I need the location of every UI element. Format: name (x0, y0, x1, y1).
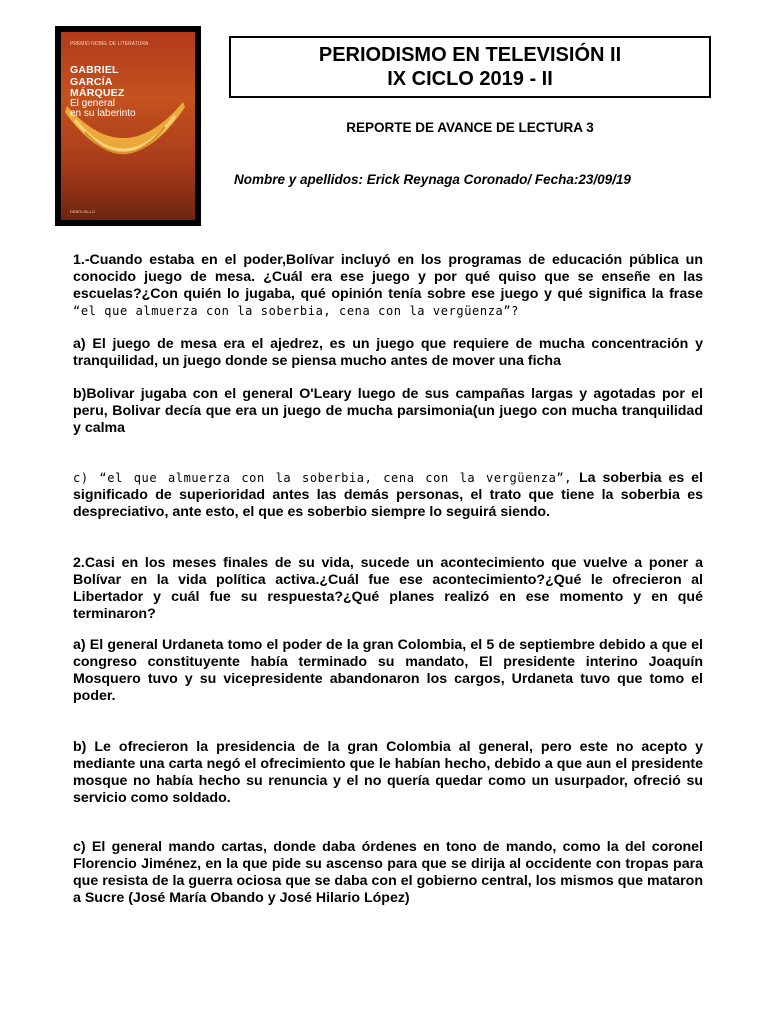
course-name: PERIODISMO EN TELEVISIÓN II (318, 44, 622, 66)
answer-2b: b) Le ofrecieron la presidencia de la gran Colombia al general, pero este no acepto y mediante una carta negó el ofrecimiento que le habían hecho, debido a que aun el presidente mosque no había hecho su renuncia y el no quería quedar como un usurpador, ofreció su servicio como soldado. (73, 739, 703, 806)
book-cover-art (61, 32, 195, 220)
student-name-date: Nombre y apellidos: Erick Reynaga Coronado/ Fecha:23/09/19 (234, 172, 631, 187)
answer-1b: b)Bolivar jugaba con el general O'Leary luego de sus campañas largas y agotadas por el peru, Bolivar decía que era un juego de mucha parsimonia(un juego con mucha tranquilidad y calma (73, 386, 703, 436)
cover-title: El general en su laberinto (70, 98, 136, 119)
question-1: 1.-Cuando estaba en el poder,Bolívar incluyó en los programas de educación pública un conocido juego de mesa. ¿Cuál era ese juego y por qué quiso que se enseñe en las escuelas?¿Con quién lo jugaba, qué opinión tenía sobre ese juego y qué significa la frase “el que almuerza con la soberbia, cena con la vergüenza”? (73, 252, 703, 318)
answer-2c: c) El general mando cartas, donde daba órdenes en tono de mando, como la del coronel Florencio Jiménez, en la que pide su ascenso para que se dirija al occidente con tropas para que resista de la guerra ociosa que se daba con el gobierno central, los mismos que mataron a Sucre (José María Obando y José Hilario López) (73, 839, 703, 906)
cover-publisher: DEBOLSILLO (70, 209, 95, 214)
book-cover-image (55, 26, 201, 226)
cover-author: GABRIEL GARCÍA MÁRQUEZ (70, 64, 125, 99)
question-2: 2.Casi en los meses finales de su vida, sucede un acontecimiento que vuelve a poner a Bolívar en la vida política activa.¿Cuál fue ese acontecimiento?¿Qué le ofrecieron al Libertador y cuál fue su respuesta?¿Qué planes realizó en ese momento y en qué terminaron? (73, 555, 703, 622)
course-cycle: IX CICLO 2019 - II (387, 68, 553, 90)
cover-series: PREMIO NOBEL DE LITERATURA (70, 41, 149, 47)
answer-2a: a) El general Urdaneta tomo el poder de la gran Colombia, el 5 de septiembre debido a que el congreso constituyente había terminado su mandato, El presidente interino Joaquín Mosquero tuvo y su vicepresidente abandonaron los cargos, Urdaneta tuvo que tomo el poder. (73, 637, 703, 704)
course-title-box (229, 36, 711, 98)
report-title: REPORTE DE AVANCE DE LECTURA 3 (346, 120, 594, 135)
answer-1c: c) “el que almuerza con la soberbia, cena con la vergüenza”, La soberbia es el significado de superioridad antes las demás personas, el trato que tiene la soberbia es despreciativo, ante esto, el que es soberbio siempre lo seguirá siendo. (73, 470, 703, 520)
answer-1a: a) El juego de mesa era el ajedrez, es un juego que requiere de mucha concentración y tranquilidad, un juego donde se piensa mucho antes de mover una ficha (73, 336, 703, 369)
